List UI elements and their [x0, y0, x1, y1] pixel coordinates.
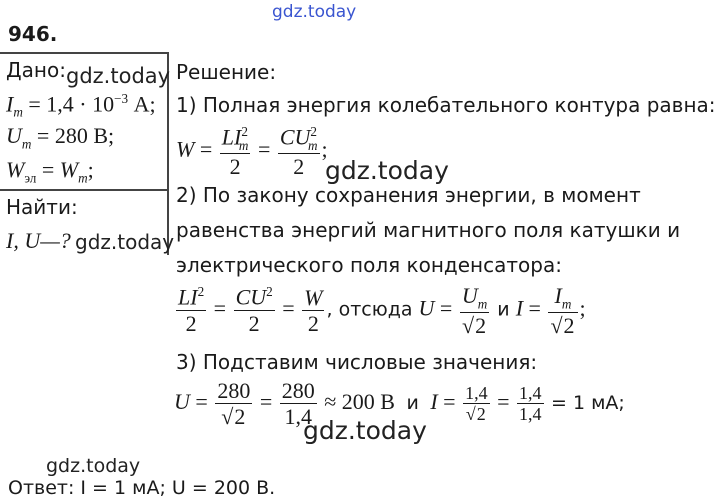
- answer: Ответ: I = 1 мА; U = 200 В.: [8, 477, 276, 499]
- solution-step-2-line-1: 2) По закону сохранения энергии, в момент: [176, 183, 641, 207]
- given-current-amplitude: $I_m = 1,4 \cdot 10^{-3}$ А;: [6, 91, 156, 120]
- watermark-solution: gdz.today: [325, 156, 449, 185]
- solution-step-3: 3) Подставим числовые значения:: [176, 350, 538, 374]
- solution-step-2-line-3: электрического поля конденсатора:: [176, 253, 562, 277]
- given-top-rule: [0, 52, 168, 54]
- solution-step-2-line-2: равенства энергий магнитного поля катушки и: [176, 218, 681, 242]
- problem-number: 946.: [8, 22, 58, 46]
- find-label: Найти:: [6, 195, 78, 219]
- formula-numeric-values: U = $\frac{280}{√2}$ = $\frac{280}{1,4}$ ≈ 200 В и I = $\frac{1,4}{√2}$ = $\frac{1,4}{1,4}$ = 1 мА;: [174, 378, 625, 430]
- watermark-bottom-center: gdz.today: [303, 416, 427, 445]
- solution-step-1: 1) Полная энергия колебательного контура равна:: [176, 93, 716, 117]
- formula-total-energy: W = $\frac{LI^2_m}{2}$ = $\frac{CU^2_m}{2}$ ;: [176, 124, 328, 179]
- given-find-rule: [0, 189, 168, 191]
- watermark-top: gdz.today: [272, 2, 357, 22]
- given-label: Дано:: [6, 58, 66, 82]
- given-voltage-amplitude: $U_m = 280$ В;: [6, 123, 115, 152]
- solution-label: Решение:: [176, 60, 277, 84]
- watermark-bottom-left: gdz.today: [46, 455, 141, 477]
- formula-energy-equality: $\frac{LI^2}{2}$ = $\frac{CU^2}{2}$ = $\frac{W}{2}$ , отсюда U = $\frac{U_m}{√2}$ и I = $\frac{I_m}{√2}$ ;: [178, 283, 586, 338]
- watermark-find: gdz.today: [75, 230, 175, 254]
- given-energy-equality: $W_{эл} = W_m$;: [6, 157, 94, 186]
- watermark-given: gdz.today: [66, 64, 171, 88]
- find-quantities: I, U—?: [6, 228, 71, 253]
